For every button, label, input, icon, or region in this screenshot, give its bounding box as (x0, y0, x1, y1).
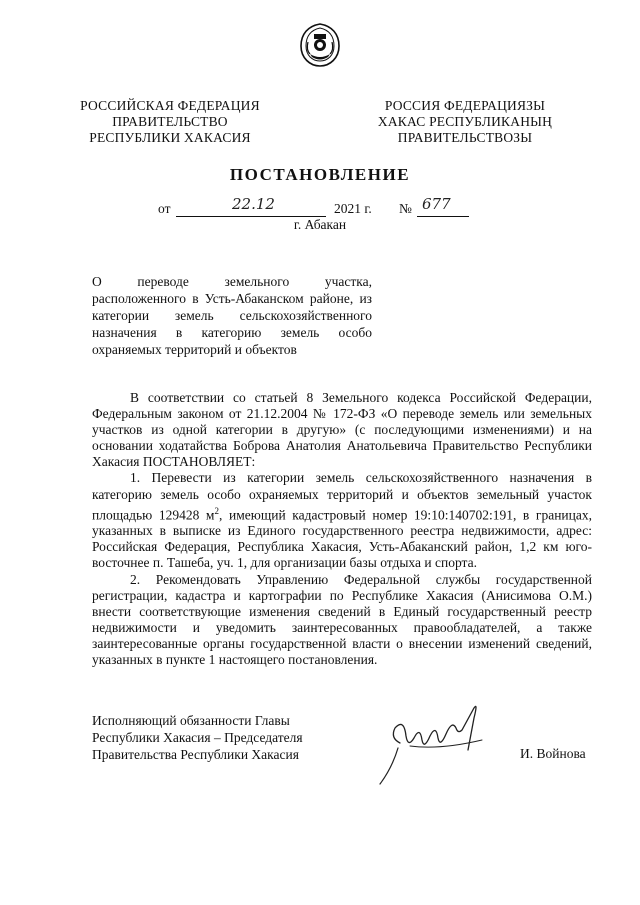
header-right-line-2: ХАКАС РЕСПУБЛИКАНЫҢ (377, 114, 553, 129)
item-1-text-a: 1. Перевести из категории земель сельскохозяйственного назначения в категорию земель особо охраняемых территорий и объектов земельный участок площадью 129428 м (92, 470, 592, 523)
subject-line-5: охраняемых территорий и объектов (92, 342, 297, 357)
subject-line-3: категории земель сельскохозяйственного (92, 308, 372, 323)
document-body (92, 390, 592, 668)
signatory-name: И. Войнова (520, 746, 586, 761)
signatory-position (92, 712, 332, 763)
date-prefix: от (158, 201, 171, 216)
subject-block (92, 273, 372, 358)
header-left-line-3: РЕСПУБЛИКИ ХАКАСИЯ (89, 130, 251, 145)
date-year: 2021 г. (334, 201, 372, 216)
header-right-line-3: ПРАВИТЕЛЬСТВОЗЫ (397, 130, 533, 145)
subject-line-4: назначения в категорию земель особо (92, 325, 372, 340)
city: г. Абакан (293, 217, 347, 232)
document-title: ПОСТАНОВЛЕНИЕ (229, 165, 411, 184)
item-1-superscript: 2 (214, 505, 219, 516)
header-left-line-1: РОССИЙСКАЯ ФЕДЕРАЦИЯ (80, 98, 260, 113)
coat-of-arms-icon (298, 22, 342, 68)
header-right-line-1: РОССИЯ ФЕДЕРАЦИЯЗЫ (384, 98, 546, 113)
header-left (70, 98, 270, 146)
position-line-3: Правительства Республики Хакасия (92, 747, 299, 762)
header-right (360, 98, 570, 146)
item-1-paragraph (92, 470, 592, 571)
header-left-line-2: ПРАВИТЕЛЬСТВО (112, 114, 228, 129)
subject-line-2: расположенного в Усть-Абаканском районе, из (92, 291, 372, 306)
number-sign: № (399, 201, 412, 216)
handwritten-number: 677 (422, 195, 451, 213)
handwritten-date: 22.12 (232, 195, 275, 213)
position-line-2: Республики Хакасия – Председателя (92, 730, 303, 745)
subject-line-1: О переводе земельного участка, (92, 274, 372, 289)
preamble-paragraph: В соответствии со статьей 8 Земельного кодекса Российской Федерации, Федеральным законом от 21.12.2004 № 172-ФЗ «О переводе земель или земельных участков из одной категории в другую» (с последующими изменениями) и на основании ходатайства Боброва Анатолия Анатольевича Правительство Республики Хакасия ПОСТАНОВЛЯЕТ: (92, 390, 592, 470)
item-2-paragraph: 2. Рекомендовать Управлению Федеральной службы государственной регистрации, кадастра и картографии по Республике Хакасия (Анисимова О.М.) внести соответствующие изменения сведений в Единый государственный реестр недвижимости и уведомить заинтересованных правообладателей, а также заинтересованные органы государственной власти о внесении изменений сведений, указанных в пункте 1 настоящего постановления. (92, 571, 592, 667)
handwritten-signature (370, 688, 500, 788)
item-1-text-b: , имеющий кадастровый номер 19:10:140702:191, в границах, указанных в выписке из Единого государственного реестра недвижимости, адрес: Российская Федерация, Республика Хакасия, Усть-Абаканский район, 1,2 км юго-восточнее п. Ташеба, уч. 1, для организации базы отдыха и спорта. (92, 507, 592, 571)
position-line-1: Исполняющий обязанности Главы (92, 713, 290, 728)
